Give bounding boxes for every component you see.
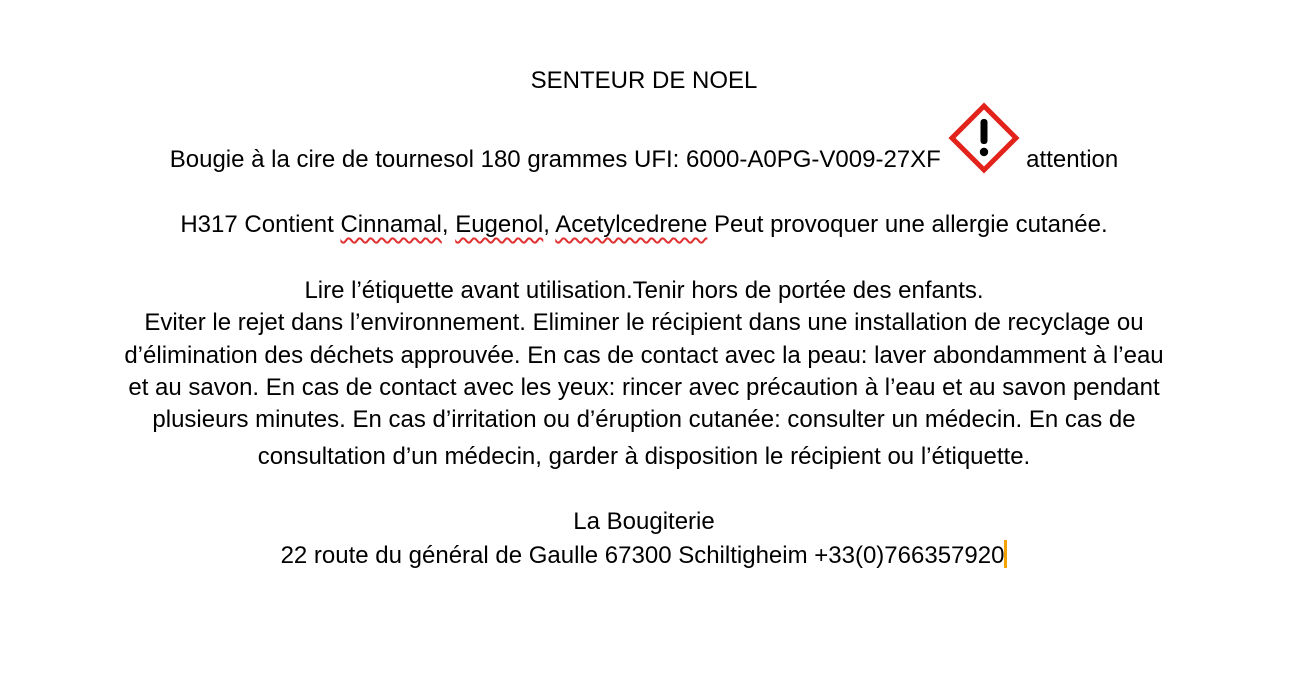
precaution-line: Eviter le rejet dans l’environnement. Eliminer le récipient dans une installation de recyclage ou xyxy=(144,309,1144,336)
text-cursor xyxy=(1004,540,1007,568)
hazard-pictogram xyxy=(948,102,1020,174)
allergen-eugenol: Eugenol xyxy=(455,211,544,238)
hazard-statement xyxy=(0,210,1288,240)
precaution-line: plusieurs minutes. En cas d’irritation ou d’éruption cutanée: consulter un médecin. En cas de xyxy=(152,406,1136,433)
signal-word: attention xyxy=(1026,146,1119,173)
precaution-line: Lire l’étiquette avant utilisation.Tenir hors de portée des enfants. xyxy=(304,277,984,304)
allergen-acetylcedrene: Acetylcedrene xyxy=(555,211,708,238)
hazard-suffix: Peut provoquer une allergie cutanée. xyxy=(707,211,1108,238)
company-address: 22 route du général de Gaulle 67300 Schiltigheim +33(0)766357920 xyxy=(280,542,1005,569)
hazard-prefix: H317 Contient xyxy=(180,211,341,238)
allergen-cinnamal: Cinnamal xyxy=(340,211,442,238)
allergen-separator: , xyxy=(543,211,556,238)
label-title: SENTEUR DE NOEL xyxy=(530,67,758,94)
allergen-separator: , xyxy=(441,211,456,238)
product-line xyxy=(0,145,1288,176)
precaution-line: et au savon. En cas de contact avec les yeux: rincer avec précaution à l’eau et au savon pendant xyxy=(128,374,1160,401)
ghs07-exclamation-icon xyxy=(948,146,1020,176)
precaution-line: d’élimination des déchets approuvée. En cas de contact avec la peau: laver abondamment à l’eau xyxy=(124,342,1164,369)
company-name: La Bougiterie xyxy=(573,508,715,535)
product-description: Bougie à la cire de tournesol 180 grammes UFI: 6000-A0PG-V009-27XF xyxy=(169,146,941,173)
precaution-line: consultation d’un médecin, garder à disposition le récipient ou l’étiquette. xyxy=(257,443,1031,470)
company-address-line xyxy=(0,540,1288,571)
